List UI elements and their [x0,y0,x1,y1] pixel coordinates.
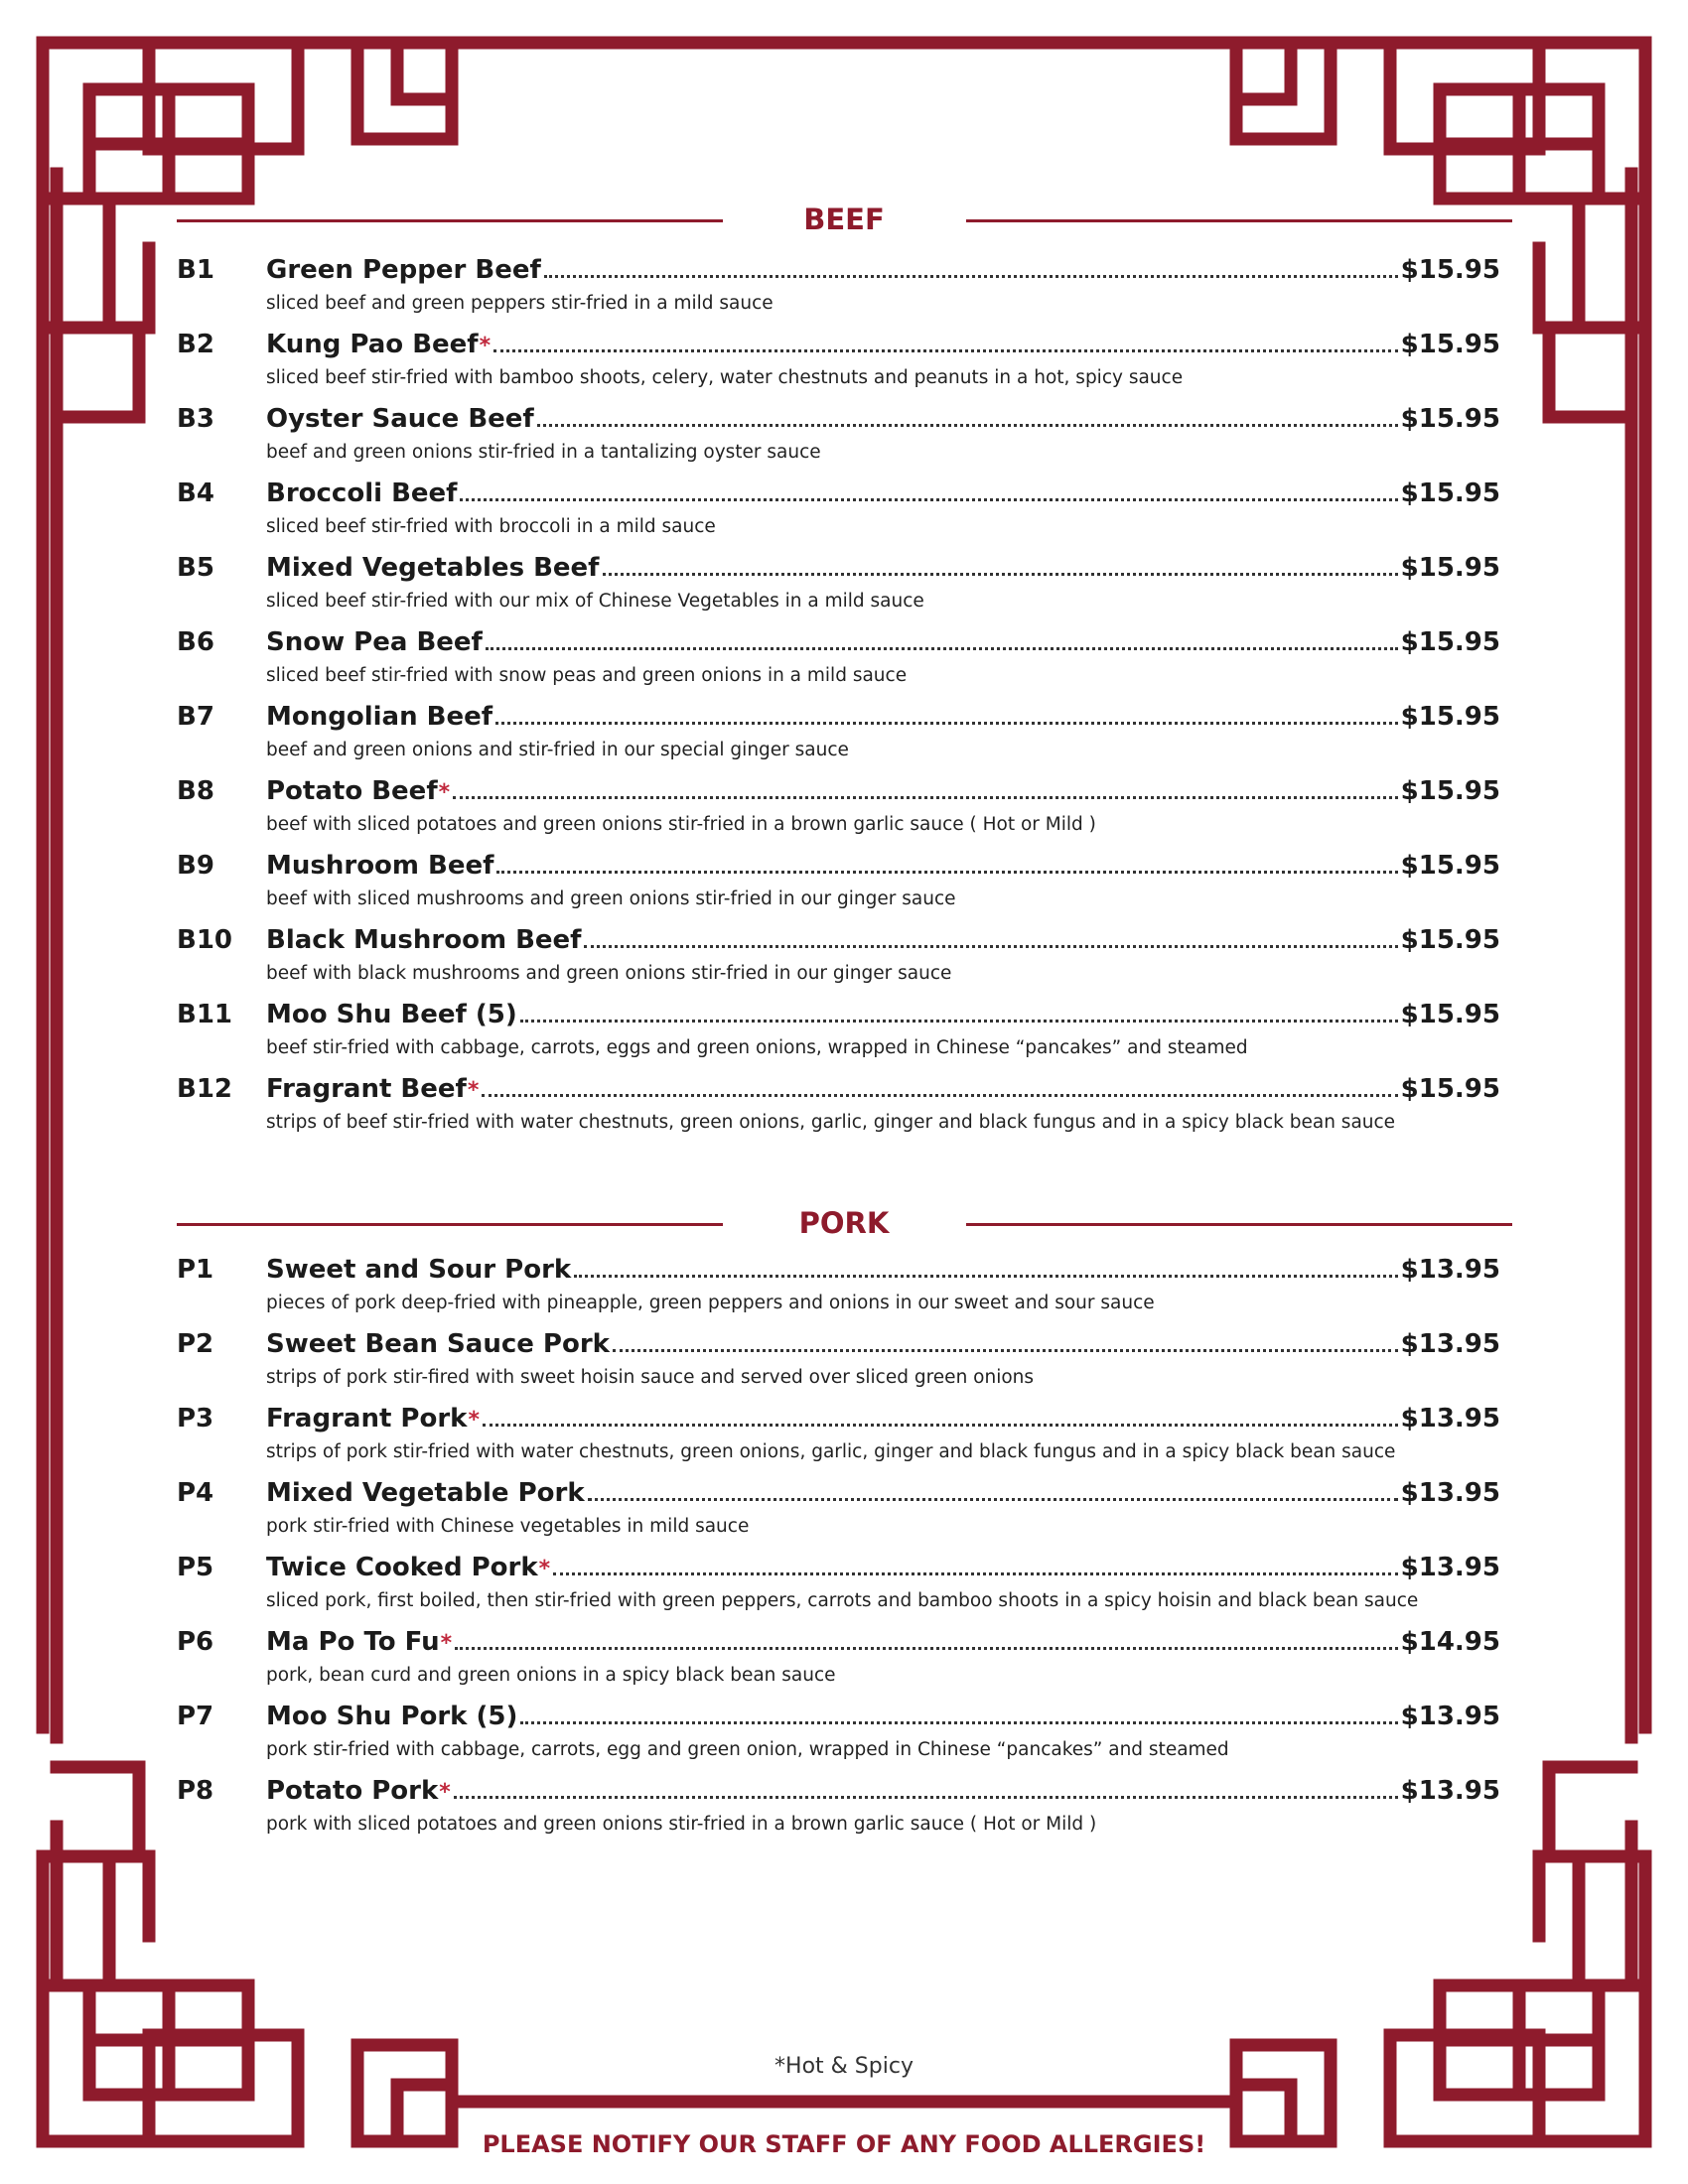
item-line [266,1774,1500,1810]
dot-leader [537,424,1398,427]
item-price: $13.95 [1400,1478,1500,1508]
item-description: pieces of pork deep-fried with pineapple, green peppers and onions in our sweet and sour sauce [266,1293,1155,1313]
dot-leader [495,722,1398,725]
item-description: pork with sliced potatoes and green onions stir-fried in a brown garlic sauce ( Hot or Mild ) [266,1814,1097,1835]
item-name: Oyster Sauce Beef [266,404,534,434]
item-name: Moo Shu Beef (5) [266,1000,517,1029]
item-name: Potato Beef [266,776,438,806]
menu-item [0,1327,1688,1402]
hot-spicy-star-icon: * [440,1631,453,1656]
item-code: B7 [177,702,214,732]
menu-item [0,1253,1688,1327]
dot-leader [520,1721,1397,1724]
item-code: P6 [177,1627,214,1657]
item-code: B5 [177,553,214,583]
menu-item [0,402,1688,477]
item-description: beef and green onions stir-fried in a tantalizing oyster sauce [266,442,821,463]
dot-leader [520,1020,1398,1023]
hot-spicy-star-icon: * [538,1557,551,1581]
item-description: beef with black mushrooms and green onions stir-fried in our ginger sauce [266,963,952,984]
item-price: $13.95 [1400,1255,1500,1285]
item-name: Ma Po To Fu [266,1627,440,1657]
dot-leader [460,498,1397,501]
dot-leader [482,1094,1397,1097]
hot-spicy-star-icon: * [479,334,492,358]
item-price: $15.95 [1400,702,1500,732]
item-code: B6 [177,627,214,657]
item-line [266,849,1500,883]
item-name: Sweet and Sour Pork [266,1255,572,1285]
item-price: $15.95 [1400,478,1500,508]
item-code: B10 [177,925,232,955]
dot-leader [454,1796,1398,1799]
item-line [266,700,1500,734]
item-name: Mixed Vegetable Pork [266,1478,585,1508]
menu-item [0,625,1688,700]
item-code: P3 [177,1404,214,1433]
item-price: $15.95 [1400,330,1500,359]
item-description: sliced beef stir-fried with snow peas and green onions in a mild sauce [266,665,908,686]
hot-spicy-star-icon: * [439,1780,451,1805]
item-line [266,1253,1500,1287]
item-name: Moo Shu Pork (5) [266,1702,518,1731]
menu-item [0,1625,1688,1700]
menu-item [0,700,1688,774]
item-code: P8 [177,1776,214,1806]
item-code: B8 [177,776,214,806]
hot-spicy-star-icon: * [468,1408,480,1433]
item-description: strips of beef stir-fried with water chestnuts, green onions, garlic, ginger and black fungus and in a spicy black bean sauce [266,1112,1396,1133]
menu-item [0,998,1688,1072]
menu-item [0,328,1688,402]
item-line [266,625,1500,659]
item-line [266,923,1500,957]
dot-leader [544,275,1398,278]
item-name: Twice Cooked Pork [266,1553,538,1582]
item-description: sliced beef stir-fried with bamboo shoots, celery, water chestnuts and peanuts in a hot, spicy sauce [266,367,1184,388]
item-name: Potato Pork [266,1776,439,1806]
menu-item [0,253,1688,328]
hot-spicy-note: *Hot & Spicy [774,2054,914,2079]
item-price: $15.95 [1400,1074,1500,1104]
item-price: $14.95 [1400,1627,1500,1657]
item-description: sliced beef stir-fried with broccoli in a mild sauce [266,516,716,537]
item-description: beef stir-fried with cabbage, carrots, eggs and green onions, wrapped in Chinese “pancakes” and steamed [266,1037,1248,1058]
item-price: $15.95 [1400,776,1500,806]
item-description: strips of pork stir-fired with sweet hoisin sauce and served over sliced green onions [266,1367,1035,1388]
item-description: sliced beef stir-fried with our mix of Chinese Vegetables in a mild sauce [266,591,924,612]
dot-leader [613,1349,1398,1352]
dot-leader [584,945,1397,948]
item-description: strips of pork stir-fried with water chestnuts, green onions, garlic, ginger and black fungus and in a spicy black bean sauce [266,1441,1396,1462]
item-code: B4 [177,478,214,508]
dot-leader [483,1424,1398,1427]
item-line [266,551,1500,585]
item-code: B1 [177,255,214,285]
menu-item [0,774,1688,849]
dot-leader [496,871,1397,874]
item-name: Mushroom Beef [266,851,494,881]
dot-leader [493,349,1398,352]
item-name: Fragrant Beef [266,1074,467,1104]
item-name: Mongolian Beef [266,702,493,732]
menu-item [0,1700,1688,1774]
menu-item [0,551,1688,625]
item-price: $13.95 [1400,1553,1500,1582]
item-code: B9 [177,851,214,881]
dot-leader [603,573,1398,576]
item-line [266,1625,1500,1661]
item-description: beef with sliced mushrooms and green onions stir-fried in our ginger sauce [266,888,956,909]
item-price: $15.95 [1400,851,1500,881]
hot-spicy-star-icon: * [438,780,451,805]
item-code: P2 [177,1329,214,1359]
hot-spicy-star-icon: * [467,1078,480,1103]
dot-leader [553,1572,1398,1575]
item-line [266,1402,1500,1437]
dot-leader [455,1647,1398,1650]
menu-item [0,1551,1688,1625]
item-price: $15.95 [1400,627,1500,657]
item-line [266,477,1500,510]
dot-leader [453,796,1398,799]
item-name: Broccoli Beef [266,478,458,508]
item-code: B12 [177,1074,232,1104]
item-line [266,1700,1500,1733]
item-price: $15.95 [1400,553,1500,583]
item-code: B11 [177,1000,232,1029]
item-price: $13.95 [1400,1776,1500,1806]
item-price: $15.95 [1400,404,1500,434]
item-code: P7 [177,1702,214,1731]
menu-item [0,1774,1688,1848]
menu-item [0,477,1688,551]
dot-leader [588,1498,1398,1501]
menu-item [0,1072,1688,1147]
menu-item [0,923,1688,998]
item-description: pork stir-fried with Chinese vegetables in mild sauce [266,1516,750,1537]
allergy-notice: PLEASE NOTIFY OUR STAFF OF ANY FOOD ALLERGIES! [482,2130,1206,2158]
item-line [266,1476,1500,1510]
item-line [266,328,1500,363]
dot-leader [486,647,1398,650]
item-name: Green Pepper Beef [266,255,541,285]
item-price: $13.95 [1400,1404,1500,1433]
item-name: Snow Pea Beef [266,627,483,657]
item-price: $13.95 [1400,1702,1500,1731]
item-name: Mixed Vegetables Beef [266,553,600,583]
item-name: Kung Pao Beef [266,330,479,359]
item-description: sliced pork, first boiled, then stir-fried with green peppers, carrots and bamboo shoots in a spicy hoisin and black bean sauce [266,1590,1419,1611]
item-price: $15.95 [1400,1000,1500,1029]
item-code: P1 [177,1255,214,1285]
item-line [266,998,1500,1031]
item-code: P4 [177,1478,214,1508]
item-price: $13.95 [1400,1329,1500,1359]
item-line [266,774,1500,810]
item-code: B3 [177,404,214,434]
item-name: Black Mushroom Beef [266,925,582,955]
item-line [266,253,1500,287]
item-name: Fragrant Pork [266,1404,468,1433]
menu-item [0,849,1688,923]
item-description: pork, bean curd and green onions in a spicy black bean sauce [266,1665,836,1686]
item-line [266,1072,1500,1108]
item-line [266,1327,1500,1361]
menu-item [0,1476,1688,1551]
item-code: B2 [177,330,214,359]
item-description: pork stir-fried with cabbage, carrots, egg and green onion, wrapped in Chinese “pancakes” and steamed [266,1739,1229,1760]
menu-item [0,1402,1688,1476]
item-code: P5 [177,1553,214,1582]
item-line [266,402,1500,436]
section-title-pork: PORK [798,1206,890,1240]
dot-leader [574,1275,1397,1278]
item-price: $15.95 [1400,925,1500,955]
item-price: $15.95 [1400,255,1500,285]
section-title-beef: BEEF [803,203,885,236]
item-description: sliced beef and green peppers stir-fried in a mild sauce [266,293,774,314]
item-description: beef and green onions and stir-fried in our special ginger sauce [266,740,849,760]
item-line [266,1551,1500,1586]
item-description: beef with sliced potatoes and green onions stir-fried in a brown garlic sauce ( Hot or Mild ) [266,814,1096,835]
item-name: Sweet Bean Sauce Pork [266,1329,610,1359]
